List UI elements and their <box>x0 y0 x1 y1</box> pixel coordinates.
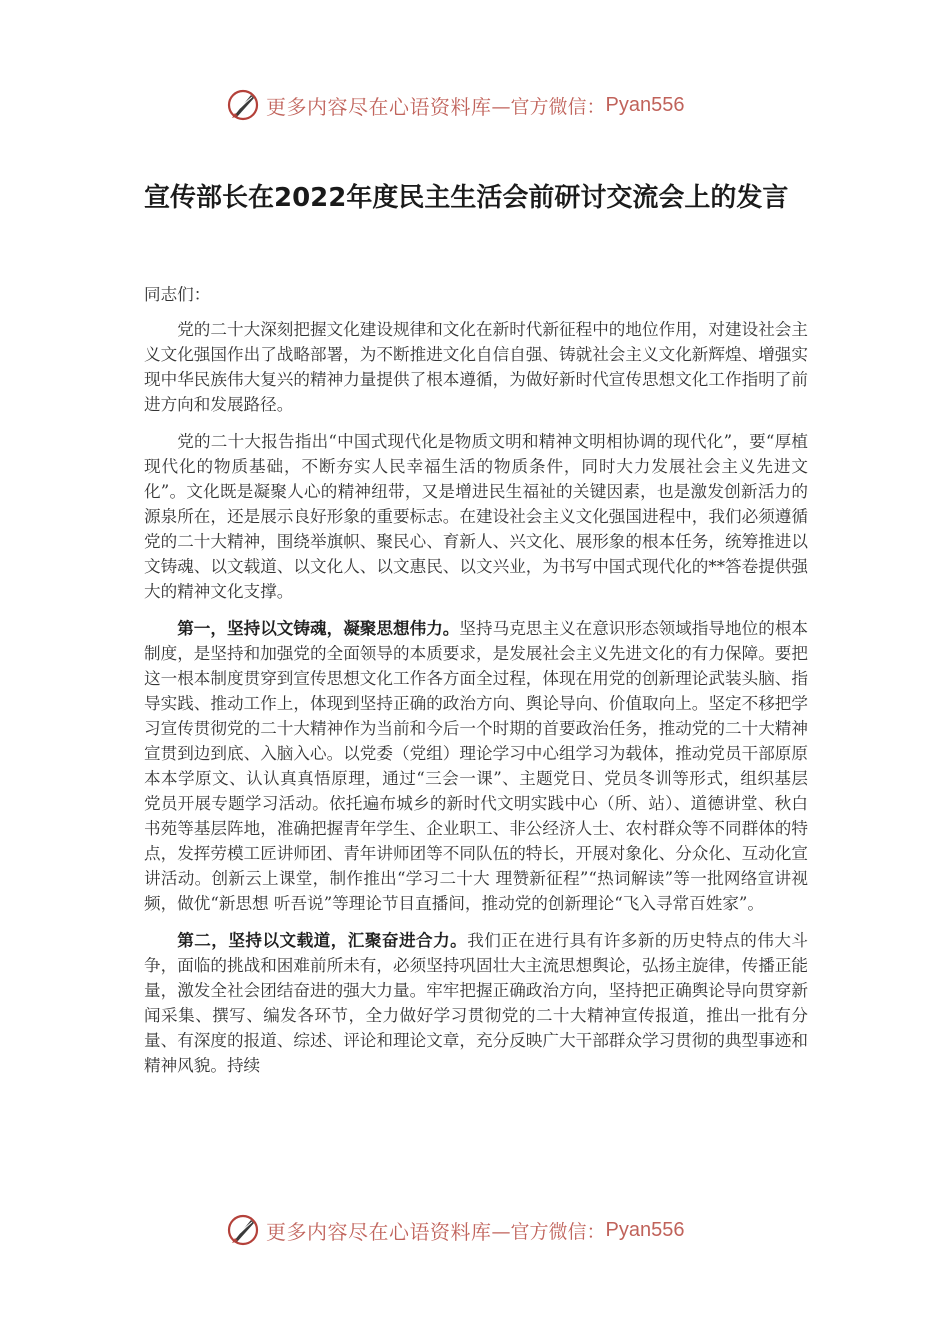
quill-pen-logo-icon <box>226 1213 260 1247</box>
watermark-brand-text: 更多内容尽在心语资料库 <box>266 1219 492 1244</box>
watermark-wechat-label: —官方微信： <box>491 1220 606 1243</box>
paragraph-text: 党的二十大报告指出“中国式现代化是物质文明和精神文明相协调的现代化”，要“厚植现代化的物质基础，不断夯实人民幸福生活的物质条件，同时大力发展社会主义先进文化”。文化既是凝聚人心的精神纽带，又是增进民生福祉的关键因素，也是激发创新活力的源泉所在，还是展示良好形象的重要标志。在建设社会主义文化强国进程中，我们必须遵循党的二十大精神，围绕举旗帜、聚民心、育新人、兴文化、展形象的根本任务，统筹推进以文铸魂、以文载道、以文化人、以文惠民、以文兴业，为书写中国式现代化的**答卷提供强大的精神文化支撑。 <box>144 432 808 601</box>
salutation: 同志们： <box>144 285 211 304</box>
paragraph-intro <box>144 317 808 417</box>
paragraph-point-two <box>144 928 808 1078</box>
watermark-wechat-label: —官方微信： <box>491 95 606 118</box>
watermark-wechat-account: Pyan556 <box>605 93 685 116</box>
paragraph-report <box>144 429 808 604</box>
paragraph-heading: 第二，坚持以文载道，汇聚奋进合力。 <box>177 930 468 950</box>
document-title: 宣传部长在2022年度民主生活会前研讨交流会上的发言 <box>144 183 789 213</box>
quill-pen-logo-icon <box>226 88 260 122</box>
watermark-wechat-account: Pyan556 <box>605 1218 685 1241</box>
document-body <box>144 282 808 1090</box>
watermark-brand-text: 更多内容尽在心语资料库 <box>266 94 492 119</box>
footer-watermark <box>226 1212 684 1248</box>
paragraph-text: 坚持马克思主义在意识形态领域指导地位的根本制度，是坚持和加强党的全面领导的本质要求，是发展社会主义先进文化的有力保障。要把这一根本制度贯穿到宣传思想文化工作各方面全过程，体现在用党的创新理论武装头脑、指导实践、推动工作上，体现到坚持正确的政治方向、舆论导向、价值取向上。坚定不移把学习宣传贯彻党的二十大精神作为当前和今后一个时期的首要政治任务，推动党的二十大精神宣贯到边到底、入脑入心。以党委（党组）理论学习中心组学习为载体，推动党员干部原原本本学原文、认认真真悟原理，通过“三会一课”、主题党日、党员冬训等形式，组织基层党员开展专题学习活动。依托遍布城乡的新时代文明实践中心（所、站）、道德讲堂、秋白书苑等基层阵地，准确把握青年学生、企业职工、非公经济人士、农村群众等不同群体的特点，发挥劳模工匠讲师团、青年讲师团等不同队伍的特长，开展对象化、分众化、互动化宣讲活动。创新云上课堂，制作推出“学习二十大 理赞新征程”“热词解读”等一批网络宣讲视频，做优“新思想 听吾说”等理论节目直播间，推动党的创新理论“飞入寻常百姓家”。 <box>144 619 809 913</box>
paragraph-point-one <box>144 616 808 916</box>
paragraph-text: 党的二十大深刻把握文化建设规律和文化在新时代新征程中的地位作用，对建设社会主义文化强国作出了战略部署，为不断推进文化自信自强、铸就社会主义文化新辉煌、增强实现中华民族伟大复兴的精神力量提供了根本遵循，为做好新时代宣传思想文化工作指明了前进方向和发展路径。 <box>144 320 808 414</box>
paragraph-text: 我们正在进行具有许多新的历史特点的伟大斗争，面临的挑战和困难前所未有，必须坚持巩固壮大主流思想舆论，弘扬主旋律，传播正能量，激发全社会团结奋进的强大力量。牢牢把握正确政治方向，坚持把正确舆论导向贯穿新闻采集、撰写、编发各环节，全力做好学习贯彻党的二十大精神宣传报道，推出一批有分量、有深度的报道、综述、评论和理论文章，充分反映广大干部群众学习贯彻的典型事迹和精神风貌。持续 <box>144 931 808 1075</box>
paragraph-heading: 第一，坚持以文铸魂，凝聚思想伟力。 <box>177 618 460 638</box>
header-watermark <box>226 87 684 123</box>
